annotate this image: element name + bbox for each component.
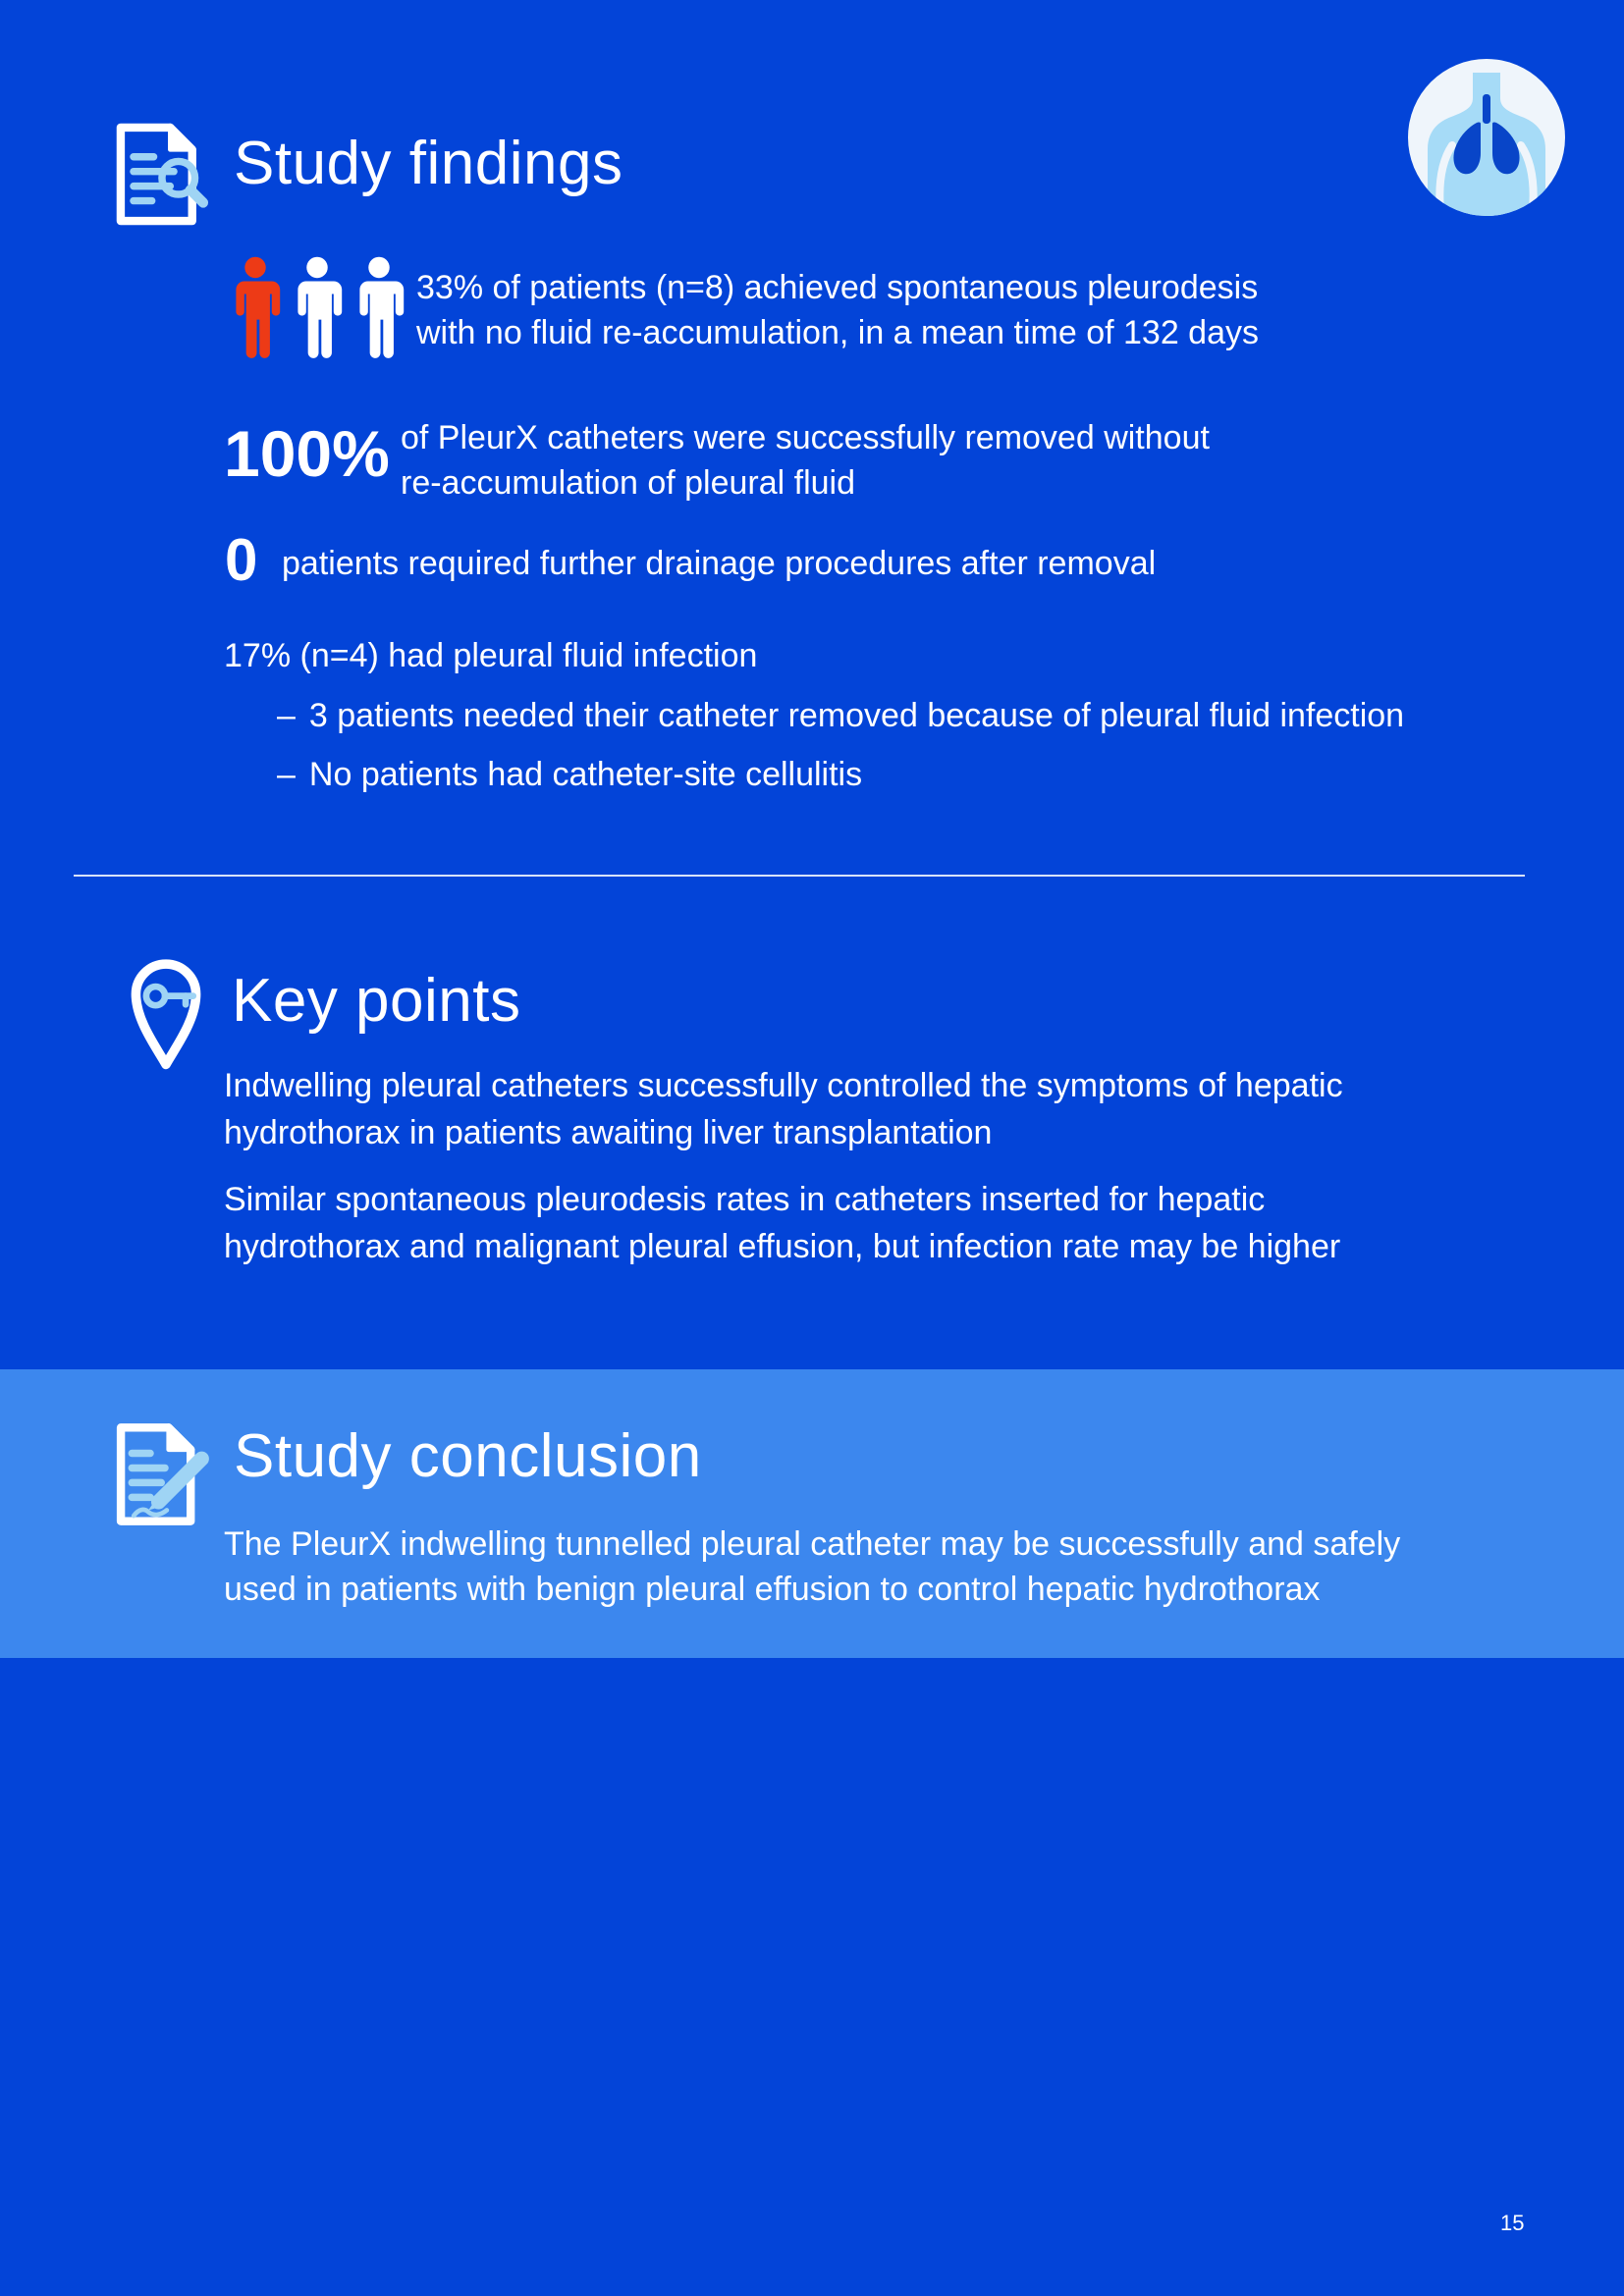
- finding-drainage-text: patients required further drainage procedures after removal: [282, 545, 1157, 582]
- section-divider: [74, 875, 1525, 877]
- infection-bullet-2: – No patients had catheter-site cellulitis: [277, 752, 862, 797]
- key-pin-icon: [111, 945, 221, 1073]
- patient-pictograms: [228, 253, 406, 363]
- infection-bullet-1: – 3 patients needed their catheter removed because of pleural fluid infection: [277, 693, 1404, 738]
- study-findings-title: Study findings: [234, 130, 623, 197]
- person-icon-white: [352, 253, 406, 363]
- stat-0-value: 0: [225, 527, 258, 593]
- document-search-icon: [106, 118, 216, 231]
- study-conclusion-title: Study conclusion: [234, 1422, 702, 1490]
- person-icon-red: [228, 253, 283, 363]
- page-number: 15: [1500, 2211, 1525, 2235]
- lungs-badge-icon: [1408, 59, 1565, 216]
- key-point-1: Indwelling pleural catheters successfully controlled the symptoms of hepatic hydrothorax in patients awaiting liver transplantation: [224, 1067, 1343, 1151]
- document-pencil-icon: [108, 1416, 222, 1532]
- finding-infection-lead: 17% (n=4) had pleural fluid infection: [224, 637, 758, 674]
- key-point-2: Similar spontaneous pleurodesis rates in catheters inserted for hepatic hydrothorax and malignant pleural effusion, but infection rate may be higher: [224, 1181, 1341, 1265]
- finding-pleurodesis-text: 33% of patients (n=8) achieved spontaneous pleurodesis with no fluid re-accumulation, in a mean time of 132 days: [416, 269, 1260, 351]
- bullet-dash: –: [277, 756, 296, 793]
- key-points-title: Key points: [232, 967, 521, 1035]
- finding-catheter-removal-text: of PleurX catheters were successfully removed without re-accumulation of pleural fluid: [401, 419, 1210, 502]
- conclusion-band: [0, 1369, 1624, 1658]
- conclusion-text: The PleurX indwelling tunnelled pleural catheter may be successfully and safely used in patients with benign pleural effusion to control hepatic hydrothorax: [224, 1525, 1401, 1608]
- person-icon-white: [290, 253, 345, 363]
- stat-100-value: 100%: [224, 417, 390, 490]
- bullet-dash: –: [277, 697, 296, 734]
